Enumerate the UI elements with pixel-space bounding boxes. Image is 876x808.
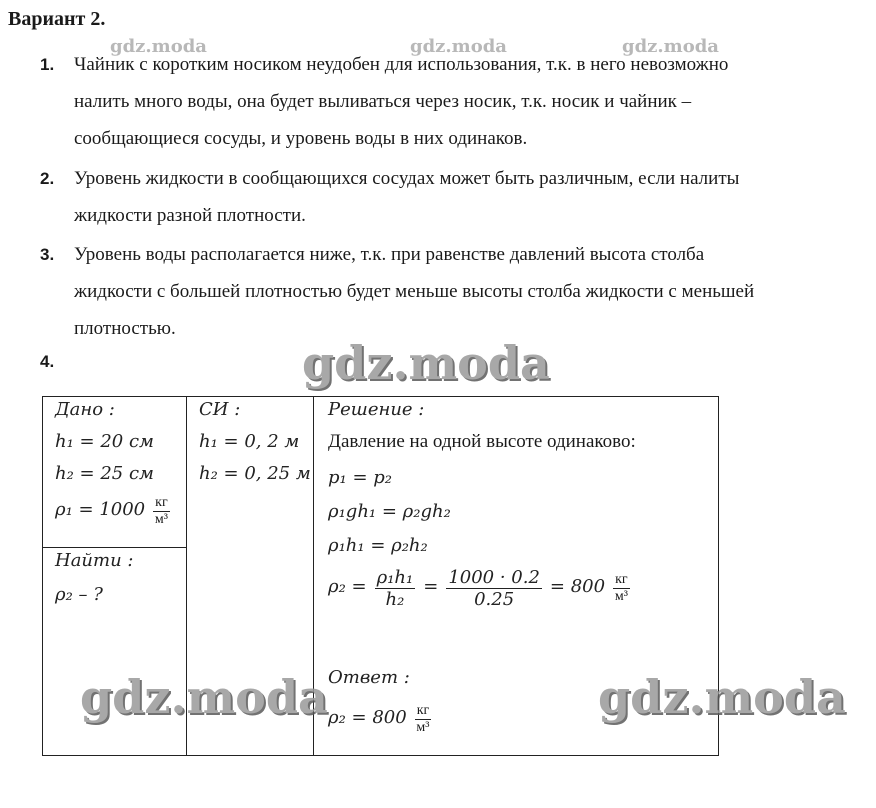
equation-4-result: = 800 [549,576,606,598]
variant-title: Вариант 2. [8,8,106,30]
watermark: gdz.moda [598,670,846,724]
solution-statement: Давление на одной высоте одинаково: [328,431,636,452]
equation-2: ρ₁gh₁ = ρ₂gh₂ [328,501,451,522]
unit-denominator: м³ [614,589,628,604]
fraction-denominator: h₂ [385,589,405,610]
fraction-denominator: 0.25 [474,589,515,610]
item-number: 1. [40,55,55,74]
item-text-line: сообщающиеся сосуды, и уровень воды в них одинаков. [74,128,528,149]
fraction-numerator: ρ₁h₁ [376,567,414,588]
given-header: Дано : [55,399,115,420]
find-cell [43,548,187,756]
given-h1: h₁ = 20 см [55,431,154,452]
item-number: 2. [40,169,55,188]
unit-numerator: кг [416,703,430,718]
si-h2: h₂ = 0, 25 м [199,463,311,484]
watermark: gdz.moda [410,36,507,57]
item-text-line: жидкости разной плотности. [74,205,306,226]
answer-item-3 [40,236,860,347]
item-text-line: Уровень жидкости в сообщающихся сосудах может быть различным, если налиты [74,168,740,189]
item-text-line: жидкости с большей плотностью будет меньше высоты столба жидкости с меньшей [74,281,755,302]
equation-4: ρ₂ = $\frac{\text{ρ₁h₁}}{\text{h₂}}$ = $\frac{1000 \cdot 0.2}{0.25}$ = 800 $\frac{кг}{\text{м³}}$ [328,567,628,610]
fraction-numerator: 1000 · 0.2 [448,567,540,588]
unit-numerator: кг [155,495,168,510]
equation-4-left: ρ₂ = [328,576,367,598]
given-rho1 [55,495,174,528]
equation-4-fraction-symbolic [375,567,416,610]
si-header: СИ : [199,399,241,420]
si-h1: h₁ = 0, 2 м [199,431,300,452]
answer-header: Ответ : [328,667,410,688]
watermark: gdz.moda [302,336,550,390]
answer-item-1 [40,46,860,157]
equation-4-unit [613,572,630,605]
equation-4-fraction-numeric [446,567,542,610]
item-text-line: плотностью. [74,318,176,339]
find-rho2: ρ₂ – ? [55,584,103,605]
solution-header: Решение : [328,399,425,420]
watermark: gdz.moda [622,36,719,57]
item-text-line: Уровень воды располагается ниже, т.к. при равенстве давлений высота столба [74,244,705,265]
given-rho1-value: ρ₁ = 1000 [55,499,146,521]
equation-1: p₁ = p₂ [328,467,393,488]
answer-value: ρ₂ = 800 [328,707,407,729]
find-header: Найти : [55,550,134,571]
given-h2: h₂ = 25 см [55,463,154,484]
answer-item-2 [40,160,860,234]
item-text-line: Чайник с коротким носиком неудобен для использования, т.к. в него невозможно [74,54,729,75]
watermark: gdz.moda [80,670,328,724]
unit-denominator: м³ [416,720,430,735]
answer-unit [415,703,432,736]
given-cell [43,397,187,548]
equation-3: ρ₁h₁ = ρ₂h₂ [328,535,428,556]
item-number: 3. [40,245,55,264]
answer-line [328,703,435,736]
watermark: gdz.moda [110,36,207,57]
given-rho1-unit [153,495,170,528]
item-text-line: налить много воды, она будет выливаться через носик, т.к. носик и чайник – [74,91,692,112]
unit-numerator: кг [615,572,628,587]
item-number-4: 4. [40,352,55,371]
unit-denominator: м³ [154,512,168,527]
